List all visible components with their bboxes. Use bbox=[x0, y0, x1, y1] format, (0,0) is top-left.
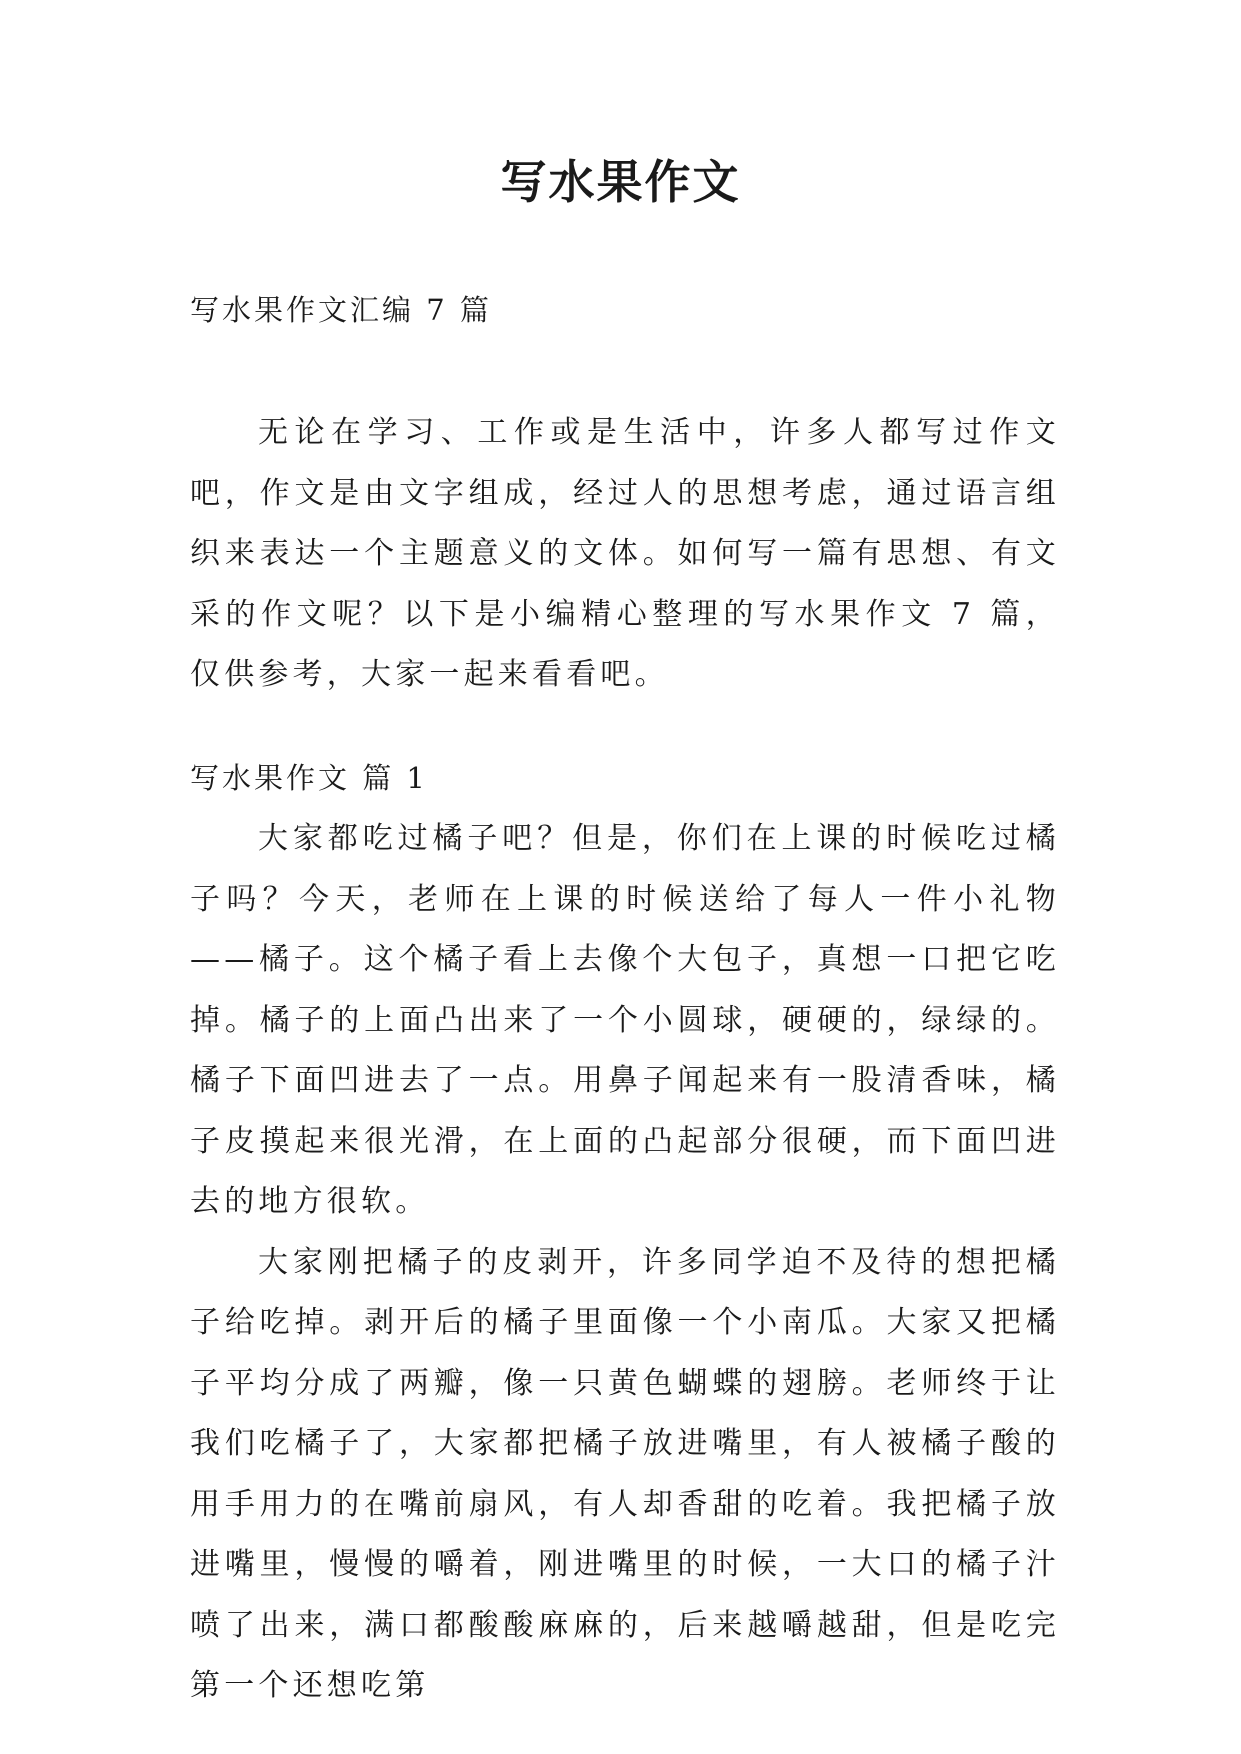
section-body bbox=[190, 809, 1060, 1717]
section-heading: 写水果作文 篇 1 bbox=[190, 761, 428, 795]
document-title: 写水果作文 bbox=[500, 155, 741, 209]
document-subtitle: 写水果作文汇编 7 篇 bbox=[190, 293, 492, 327]
body-paragraph: 大家刚把橘子的皮剥开，许多同学迫不及待的想把橘子给吃掉。剥开后的橘子里面像一个小南瓜。大家又把橘子平均分成了两瓣，像一只黄色蝴蝶的翅膀。老师终于让我们吃橘子了，大家都把橘子放进嘴里，有人被橘子酸的用手用力的在嘴前扇风，有人却香甜的吃着。我把橘子放进嘴里，慢慢的嚼着，刚进嘴里的时候，一大口的橘子汁喷了出来，满口都酸酸麻麻的，后来越嚼越甜，但是吃完第一个还想吃第 bbox=[190, 1244, 1060, 1703]
intro-paragraph: 无论在学习、工作或是生活中，许多人都写过作文吧，作文是由文字组成，经过人的思想考虑，通过语言组织来表达一个主题意义的文体。如何写一篇有思想、有文采的作文呢？以下是小编精心整理的写水果作文 7 篇，仅供参考，大家一起来看看吧。 bbox=[190, 415, 1060, 692]
body-paragraph: 大家都吃过橘子吧？但是，你们在上课的时候吃过橘子吗？今天，老师在上课的时候送给了每人一件小礼物——橘子。这个橘子看上去像个大包子，真想一口把它吃掉。橘子的上面凸出来了一个小圆球，硬硬的，绿绿的。橘子下面凹进去了一点。用鼻子闻起来有一股清香味，橘子皮摸起来很光滑，在上面的凸起部分很硬，而下面凹进去的地方很软。 bbox=[190, 821, 1060, 1219]
